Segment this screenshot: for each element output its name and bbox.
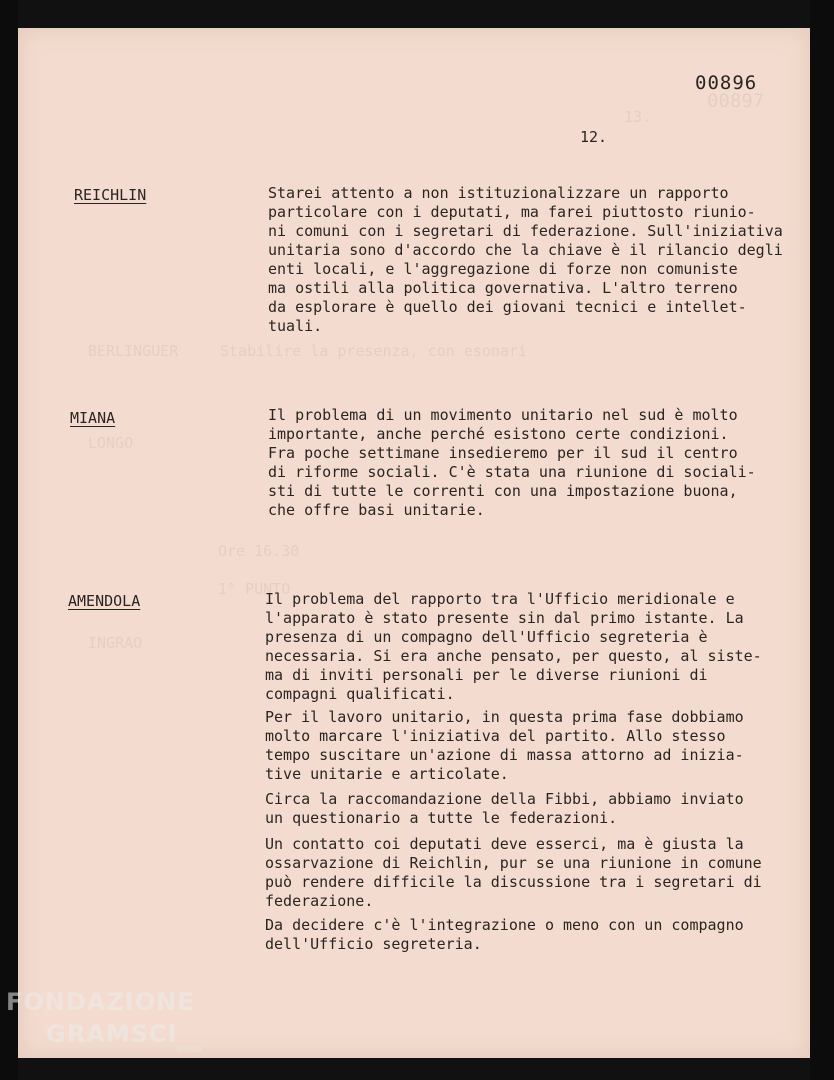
speech-paragraph: Starei attento a non istituzionalizzare un rapporto particolare con i deputati, ma farei piuttosto riunio- ni comuni con i segretari di federazione. Sull'iniziativa unitaria sono d'accordo che la chiave è il rilancio degli enti locali, e l'aggregazione di forze non comuniste ma ostili alla politica governativa. L'altro terreno da esplorare è quello dei giovani tecnici e intellet- tuali. xyxy=(268,184,783,335)
speech-paragraph: Il problema del rapporto tra l'Ufficio meridionale e l'apparato è stato presente sin dal primo istante. La presenza di un compagno dell'Ufficio segreteria è necessaria. Si era anche pensato, per questo, al siste- ma di inviti personali per le diverse riunioni di compagni qualificati. xyxy=(265,590,762,703)
scan-left-border xyxy=(0,0,18,1080)
bleed-name-ingrao: INGRAO xyxy=(88,634,143,652)
bleed-line: 1° PUNTO xyxy=(218,580,291,598)
speech-paragraph: Per il lavoro unitario, in questa prima fase dobbiamo molto marcare l'iniziativa del partito. Allo stesso tempo suscitare un'azione di massa attorno ad inizia- tive unitarie e articolate. xyxy=(265,708,744,783)
bleed-page-number: 13. xyxy=(624,108,652,126)
document-number: 00896 xyxy=(695,72,758,94)
speaker-amendola: AMENDOLA xyxy=(68,592,141,610)
bleed-line: Stabilire la presenza, con esonari xyxy=(220,342,528,360)
bleed-line: Ore 16.30 xyxy=(218,542,300,560)
speech-paragraph: Circa la raccomandazione della Fibbi, abbiamo inviato un questionario a tutte le federazioni. xyxy=(265,790,744,827)
speech-paragraph: Da decidere c'è l'integrazione o meno con un compagno dell'Ufficio segreteria. xyxy=(265,916,744,953)
bleed-doc-number: 00897 xyxy=(707,90,765,112)
bleed-name-longo: LONGO xyxy=(88,434,134,452)
scan-right-border xyxy=(810,0,834,1080)
speaker-reichlin: REICHLIN xyxy=(74,186,147,204)
watermark-line1: FONDAZIONE xyxy=(6,988,195,1016)
speech-paragraph: Il problema di un movimento unitario nel sud è molto importante, anche perché esistono certe condizioni. Fra poche settimane insedieremo per il sud il centro di riforme sociali. C'è stata una riunione di sociali- sti di tutte le correnti con una impostazione buona, che offre basi unitarie. xyxy=(268,406,756,519)
watermark-line3: onlus xyxy=(178,1044,203,1054)
page-number: 12. xyxy=(580,128,608,146)
speaker-miana: MIANA xyxy=(70,409,116,427)
watermark-line2: GRAMSCI xyxy=(46,1020,178,1048)
fondazione-gramsci-watermark xyxy=(6,988,202,1054)
speech-paragraph: Un contatto coi deputati deve esserci, ma è giusta la ossarvazione di Reichlin, pur se una riunione in comune può rendere difficile la discussione tra i segretari di federazione. xyxy=(265,835,762,910)
bleed-name-berlinguer: BERLINGUER xyxy=(88,342,179,360)
